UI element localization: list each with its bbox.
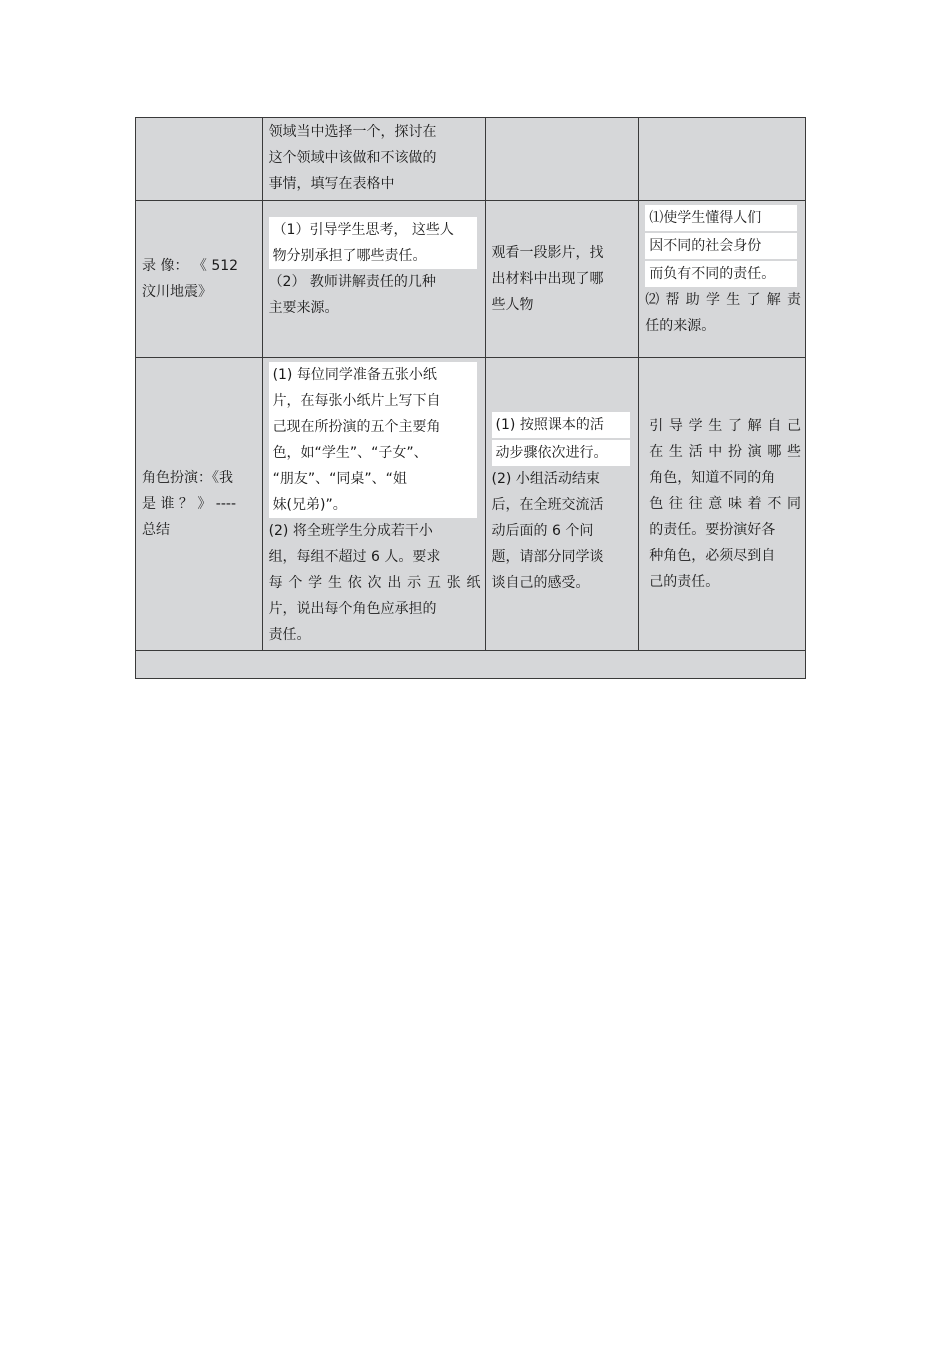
- table-row: [136, 201, 806, 358]
- highlighted-line: 片，在每张小纸片上写下自: [269, 388, 477, 414]
- text-line: (2) 将全班学生分成若干小: [268, 523, 433, 539]
- text-line: 任的来源。: [645, 318, 716, 334]
- text-line: 的责任。要扮演好各: [649, 522, 776, 538]
- student-activity-cell: [485, 201, 639, 358]
- highlighted-line: 己现在所扮演的五个主要角: [269, 414, 477, 440]
- text-line: 己的责任。: [649, 574, 720, 590]
- text-line: 片，说出每个角色应承担的: [268, 601, 437, 617]
- teacher-activity-cell: [262, 118, 485, 201]
- text-line: 出材料中出现了哪: [491, 271, 604, 287]
- highlighted-line: 因不同的社会身份: [645, 233, 797, 259]
- text-line: 每 个 学 生 依 次 出 示 五 张 纸: [268, 575, 481, 591]
- text-line: 责任。: [268, 627, 311, 643]
- highlighted-line: (1) 按照课本的活: [492, 412, 631, 438]
- text-line: 领域当中选择一个，探讨在: [268, 124, 437, 140]
- design-intent-cell: [639, 201, 806, 358]
- highlighted-line: “朋友”、“同桌”、“姐: [269, 466, 477, 492]
- highlighted-line: ⑴使学生懂得人们: [645, 205, 797, 231]
- text-line: 角色扮演：《我: [142, 470, 233, 486]
- text-line: 些人物: [491, 297, 534, 313]
- text-line: 色 往 往 意 味 着 不 同: [649, 496, 801, 512]
- segment-cell: [136, 201, 263, 358]
- text-line: 动后面的 6 个问: [491, 523, 594, 539]
- text-line: 组，每组不超过 6 人。要求: [268, 549, 441, 565]
- text-line: 这个领域中该做和不该做的: [268, 150, 437, 166]
- text-line: （2） 教师讲解责任的几种: [268, 274, 436, 290]
- teacher-activity-cell: [262, 358, 485, 651]
- text-line: 是 谁 ？ 》 ----: [142, 496, 237, 512]
- text-line: 观看一段影片，找: [491, 245, 604, 261]
- segment-cell: [136, 118, 263, 201]
- highlighted-line: 而负有不同的责任。: [645, 261, 797, 287]
- student-activity-cell: [485, 358, 639, 651]
- text-line: 总结: [142, 522, 170, 538]
- design-intent-cell: [639, 118, 806, 201]
- design-intent-cell: [639, 358, 806, 651]
- text-line: 录 像： 《 512: [142, 258, 239, 274]
- segment-cell: [136, 358, 263, 651]
- teacher-activity-cell: [262, 201, 485, 358]
- highlighted-line: （1）引导学生思考， 这些人: [269, 217, 477, 243]
- text-line: 题，请部分同学谈: [491, 549, 604, 565]
- empty-footer-cell: [136, 651, 806, 679]
- table-row: [136, 358, 806, 651]
- text-line: 汶川地震》: [142, 284, 212, 300]
- highlighted-line: 物分别承担了哪些责任。: [269, 243, 477, 269]
- highlighted-line: 动步骤依次进行。: [492, 440, 631, 466]
- text-line: 角色，知道不同的角: [649, 470, 776, 486]
- text-line: 在 生 活 中 扮 演 哪 些: [649, 444, 801, 460]
- text-line: 引 导 学 生 了 解 自 己: [649, 418, 801, 434]
- table-row: [136, 118, 806, 201]
- text-line: 主要来源。: [268, 300, 339, 316]
- text-line: ⑵ 帮 助 学 生 了 解 责: [645, 292, 801, 308]
- text-line: 谈自己的感受。: [491, 575, 590, 591]
- text-line: 种角色，必须尽到自: [649, 548, 776, 564]
- highlighted-line: 妹(兄弟)”。: [269, 492, 477, 518]
- highlighted-line: 色，如“学生”、“子女”、: [269, 440, 477, 466]
- student-activity-cell: [485, 118, 639, 201]
- text-line: 后，在全班交流活: [491, 497, 604, 513]
- lesson-plan-table: [135, 117, 806, 679]
- highlighted-line: (1) 每位同学准备五张小纸: [269, 362, 477, 388]
- table-row: [136, 651, 806, 679]
- text-line: (2) 小组活动结束: [491, 471, 600, 487]
- text-line: 事情，填写在表格中: [268, 176, 395, 192]
